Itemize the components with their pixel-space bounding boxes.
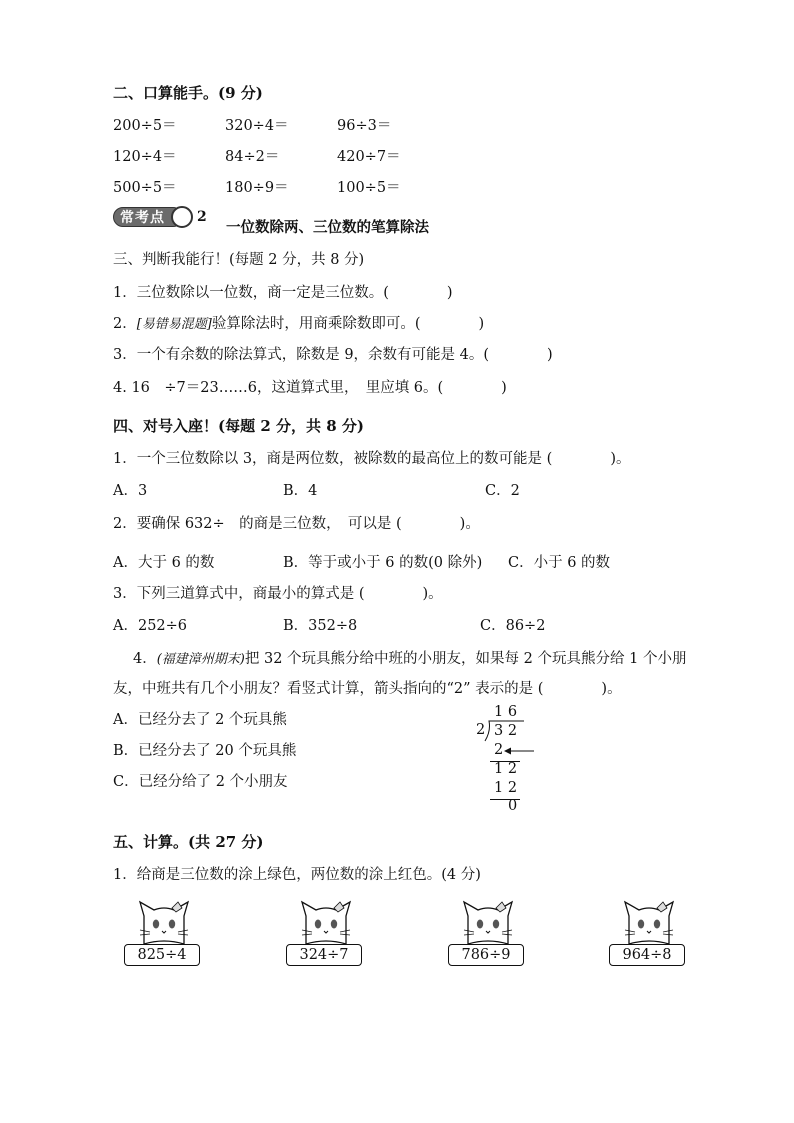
division-card[interactable]: 964÷8 xyxy=(609,944,685,966)
cat-card xyxy=(124,900,204,982)
question-text: 验算除法时，用商乘除数即可。( ) xyxy=(211,316,485,332)
question-tag: (福建漳州期末) xyxy=(156,652,245,667)
judge-q4: 4. 16 ÷7＝23……6，这道算式里， 里应填 6。( ) xyxy=(113,380,507,396)
judge-q3: 3．一个有余数的除法算式，除数是 9，余数有可能是 4。( ) xyxy=(113,347,553,363)
option: A．大于 6 的数 xyxy=(113,555,215,571)
option: B．4 xyxy=(283,483,318,499)
long-division xyxy=(470,704,540,814)
final-remainder: 0 xyxy=(508,798,518,814)
question-number: 2． xyxy=(113,316,137,332)
calc-item: 96÷3＝ xyxy=(337,118,392,134)
calc-item: 500÷5＝ xyxy=(113,180,177,196)
calc-item: 200÷5＝ xyxy=(113,118,177,134)
option: B．等于或小于 6 的数(0 除外) xyxy=(283,555,483,571)
topic-title: 一位数除两、三位数的笔算除法 xyxy=(226,219,429,236)
option: A．已经分去了 2 个玩具熊 xyxy=(113,712,287,728)
quotient: 1 6 xyxy=(494,704,518,720)
option: B．已经分去了 20 个玩具熊 xyxy=(113,743,297,759)
division-card[interactable]: 825÷4 xyxy=(124,944,200,966)
calc-item: 180÷9＝ xyxy=(225,180,289,196)
badge-number: 2 xyxy=(197,209,207,225)
step-product: 1 2 xyxy=(494,780,518,796)
arrow-left-icon xyxy=(504,746,534,756)
option: C．2 xyxy=(485,483,520,499)
option: B．352÷8 xyxy=(283,618,358,634)
calc-item: 320÷4＝ xyxy=(225,118,289,134)
section2-title: 二、口算能手。(9 分) xyxy=(113,84,263,102)
cat-card xyxy=(448,900,528,982)
cat-card xyxy=(286,900,366,982)
choice-q1: 1．一个三位数除以 3，商是两位数，被除数的最高位上的数可能是 ( )。 xyxy=(113,451,631,467)
judge-q2 xyxy=(113,312,484,333)
topic-badge xyxy=(113,207,207,229)
choice-q4-line2: 友，中班共有几个小朋友？看竖式计算，箭头指向的“2” 表示的是 ( )。 xyxy=(113,681,622,697)
calc-item: 84÷2＝ xyxy=(225,149,280,165)
section4-title: 四、对号入座！(每题 2 分，共 8 分) xyxy=(113,417,364,435)
choice-q3: 3．下列三道算式中，商最小的算式是 ( )。 xyxy=(113,586,443,602)
calc-item: 420÷7＝ xyxy=(337,149,401,165)
cat-card xyxy=(609,900,689,982)
calc-item: 120÷4＝ xyxy=(113,149,177,165)
option: C．小于 6 的数 xyxy=(508,555,611,571)
judge-q1: 1．三位数除以一位数，商一定是三位数。( ) xyxy=(113,285,453,301)
badge-label: 常考点 xyxy=(113,207,183,227)
choice-q4-line1 xyxy=(133,647,686,668)
option: C．已经分给了 2 个小朋友 xyxy=(113,774,288,790)
division-card[interactable]: 324÷7 xyxy=(286,944,362,966)
calc-q1: 1．给商是三位数的涂上绿色，两位数的涂上红色。(4 分) xyxy=(113,867,481,883)
divisor: 2 xyxy=(476,722,486,738)
section5-title: 五、计算。(共 27 分) xyxy=(113,833,264,851)
question-text: 把 32 个玩具熊分给中班的小朋友，如果每 2 个玩具熊分给 1 个小朋 xyxy=(244,651,687,667)
option: A．3 xyxy=(113,483,148,499)
calc-item: 100÷5＝ xyxy=(337,180,401,196)
cat-icon xyxy=(136,900,192,946)
step-remainder: 1 2 xyxy=(494,761,518,777)
division-card[interactable]: 786÷9 xyxy=(448,944,524,966)
cat-icon xyxy=(460,900,516,946)
dividend: 3 2 xyxy=(494,723,518,739)
cat-icon xyxy=(621,900,677,946)
option: A．252÷6 xyxy=(113,618,188,634)
question-number: 4． xyxy=(133,651,157,667)
step-product: 2 xyxy=(494,742,504,758)
section3-title: 三、判断我能行！(每题 2 分，共 8 分) xyxy=(113,252,365,268)
choice-q2: 2．要确保 632÷ 的商是三位数， 可以是 ( )。 xyxy=(113,516,480,532)
badge-circle-icon xyxy=(171,206,193,228)
cat-icon xyxy=(298,900,354,946)
question-tag: [易错易混题] xyxy=(136,317,212,332)
option: C．86÷2 xyxy=(480,618,546,634)
